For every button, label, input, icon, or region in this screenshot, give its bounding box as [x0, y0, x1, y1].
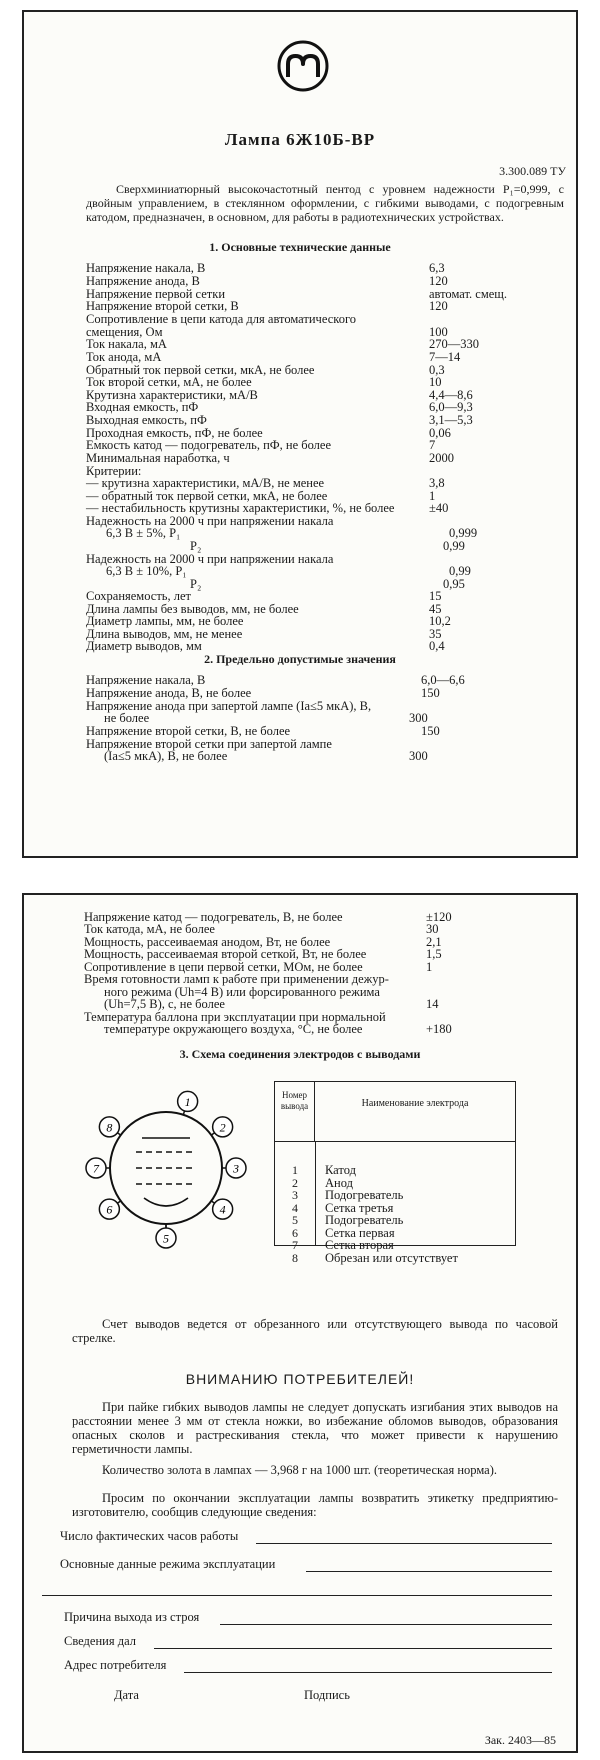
electrode-name: Подогреватель: [325, 1188, 404, 1202]
pin-label: 8: [106, 1120, 113, 1135]
spec-label: не более: [104, 711, 150, 725]
pin-label: 6: [106, 1202, 113, 1217]
field-by-line[interactable]: [154, 1648, 552, 1649]
spec-value: 30: [426, 922, 439, 936]
spec-label: Входная емкость, пФ: [86, 400, 199, 414]
spec-label: Мощность, рассеиваемая анодом, Вт, не более: [84, 935, 331, 949]
spec-value: 10: [429, 375, 442, 389]
field-hours-label: Число фактических часов работы: [60, 1529, 239, 1543]
pin-label: 3: [233, 1161, 239, 1176]
signature-label: Подпись: [304, 1688, 350, 1702]
pin-number: 4: [292, 1200, 298, 1215]
spec-value: 2,1: [426, 935, 442, 949]
spec-row: [106, 565, 566, 578]
section-3-heading: 3. Схема соединения электродов с выводами: [179, 1047, 421, 1061]
spec-value: 0,06: [429, 426, 451, 440]
spec-value: автомат. смещ.: [429, 287, 508, 301]
field-mode-line[interactable]: [306, 1571, 552, 1572]
pin-number: 3: [292, 1188, 298, 1202]
section-2-heading: 2. Предельно допустимые значения: [204, 652, 396, 666]
spec-value: 120: [429, 274, 448, 288]
spec-row: [106, 527, 566, 540]
spec-label: ного режима (Uh=4 В) или форсированного режима: [104, 985, 380, 999]
spec-value: 270—330: [429, 337, 479, 351]
field-by-label: Сведения дал: [64, 1634, 136, 1648]
electrode-name: Сетка вторая: [325, 1238, 394, 1252]
datasheet-page-1: [22, 10, 578, 858]
spec-label: Надежность на 2000 ч при напряжении накала: [86, 514, 334, 528]
pin-label: 7: [93, 1161, 99, 1176]
pin-number: 6: [292, 1225, 298, 1240]
spec-value: 3,8: [429, 476, 445, 490]
spec-value: 6,3: [429, 261, 445, 275]
spec-value: 100: [429, 325, 448, 339]
spec-value: 120: [429, 299, 448, 313]
spec-value: 150: [421, 686, 440, 700]
spec-value: 35: [429, 627, 442, 641]
spec-label: Сопротивление в цепи первой сетки, МОм, не более: [84, 960, 363, 974]
spec-label: Критерии:: [86, 464, 142, 478]
spec-label: Выходная емкость, пФ: [86, 413, 207, 427]
col-pin-number: Номер вывода: [275, 1082, 315, 1142]
spec-row: [104, 750, 566, 763]
electrode-name: Подогреватель: [325, 1213, 404, 1227]
field-mode-label: Основные данные режима эксплуатации: [60, 1557, 276, 1571]
section-1-heading: 1. Основные технические данные: [209, 240, 391, 254]
spec-label: (Ia≤5 мкА), В, не более: [104, 749, 228, 763]
spec-value: 0,99: [449, 564, 471, 578]
spec-label: Сопротивление в цепи катода для автоматического: [86, 312, 357, 326]
electrode-name: Обрезан или отсутствует: [325, 1250, 458, 1265]
spec-label: Сохраняемость, лет: [86, 589, 191, 603]
spec-value: 0,3: [429, 363, 445, 377]
col-electrode-name: Наименование электрода: [315, 1082, 515, 1142]
spec-label: — крутизна характеристики, мА/В, не менее: [86, 476, 325, 490]
spec-label: Диаметр выводов, мм: [86, 639, 202, 653]
spec-label: P₂: [190, 539, 202, 553]
spec-label: Диаметр лампы, мм, не более: [86, 614, 244, 628]
pin-count-note: Счет выводов ведется от обрезанного или отсутствующего вывода по часовой стрелке.: [72, 1317, 558, 1345]
spec-value: 300: [409, 711, 428, 725]
manufacturer-logo: [277, 40, 329, 92]
spec-label: Напряжение второй сетки, В: [86, 299, 239, 313]
spec-value: 6,0—6,6: [421, 673, 465, 687]
spec-value: 0,99: [443, 539, 465, 553]
spec-label: Напряжение накала, В: [86, 261, 206, 275]
spec-label: Длина выводов, мм, не менее: [86, 627, 243, 641]
spec-label: Ток анода, мА: [86, 350, 162, 364]
spec-value: 10,2: [429, 614, 451, 628]
spec-label: Напряжение катод — подогреватель, В, не более: [84, 910, 343, 924]
field-mode-line-2[interactable]: [42, 1595, 552, 1596]
pin-label: 1: [184, 1094, 191, 1109]
electrode-name: Сетка первая: [325, 1225, 395, 1240]
spec-label: Проходная емкость, пФ, не более: [86, 426, 263, 440]
spec-label: Ток накала, мА: [86, 337, 167, 351]
gold-content-note: Количество золота в лампах — 3,968 г на 1000 шт. (теоретическая норма).: [102, 1463, 498, 1477]
warning-title: ВНИМАНИЮ ПОТРЕБИТЕЛЕЙ!: [185, 1371, 415, 1387]
spec-value: 1: [429, 489, 436, 503]
spec-label: P₂: [190, 577, 202, 591]
return-request: Просим по окончании эксплуатации лампы возвратить этикетку предприятию-изготовителю, сообщив следующие сведения:: [72, 1491, 558, 1519]
spec-value: 6,0—9,3: [429, 400, 473, 414]
spec-label: Крутизна характеристики, мА/В: [86, 388, 258, 402]
electrode-name: Сетка третья: [325, 1200, 394, 1215]
pin-number: 7: [292, 1238, 298, 1252]
pin-label: 2: [219, 1120, 226, 1135]
spec-label: Емкость катод — подогреватель, пФ, не более: [86, 438, 332, 452]
spec-value: ±120: [426, 910, 452, 924]
spec-label: Напряжение анода при запертой лампе (Ia≤5 мкА), В,: [86, 699, 372, 713]
spec-label: Ток второй сетки, мА, не более: [86, 375, 252, 389]
pin-number: 5: [292, 1213, 298, 1227]
spec-value: 15: [429, 589, 442, 603]
spec-label: (Uh=7,5 В), с, не более: [104, 997, 225, 1011]
field-hours-line[interactable]: [256, 1543, 552, 1544]
pin-label: 5: [163, 1231, 169, 1246]
spec-value: 7—14: [429, 350, 461, 364]
spec-label: Надежность на 2000 ч при напряжении накала: [86, 552, 334, 566]
spec-label: Длина лампы без выводов, мм, не более: [86, 602, 299, 616]
spec-value: 4,4—8,6: [429, 388, 473, 402]
field-reason-label: Причина выхода из строя: [64, 1610, 200, 1624]
spec-value: 1,5: [426, 947, 442, 961]
spec-label: Мощность, рассеиваемая второй сеткой, Вт, не более: [84, 947, 367, 961]
spec-label: Ток катода, мА, не более: [84, 922, 215, 936]
spec-label: Напряжение первой сетки: [86, 287, 226, 301]
spec-value: 0,95: [443, 577, 465, 591]
spec-label: Напряжение анода, В: [86, 274, 200, 288]
electrode-name: Катод: [325, 1163, 356, 1177]
pin-assignment-table: [274, 1081, 516, 1265]
spec-label: Напряжение второй сетки, В, не более: [86, 724, 291, 738]
field-address-label: Адрес потребителя: [64, 1658, 167, 1672]
document-title: Лампа 6Ж10Б-ВР: [224, 130, 376, 149]
spec-label: 6,3 В ± 10%, P₁: [106, 564, 187, 578]
pin-number: 1: [292, 1163, 298, 1177]
spec-value: 7: [429, 438, 436, 452]
field-reason-line[interactable]: [220, 1624, 552, 1625]
spec-label: — нестабильность крутизны характеристики, %, не более: [86, 501, 395, 515]
spec-value: 150: [421, 724, 440, 738]
spec-label: температуре окружающего воздуха, °С, не более: [104, 1022, 363, 1036]
intro-paragraph: Сверхминиатюрный высокочастотный пентод с уровнем надежности P₁=0,999, с двойным управлением, в стеклянном оформлении, с гибкими выводами, с подогревным катодом, предназначен, в основном, для работы в радиотехнических устройствах.: [86, 182, 564, 224]
spec-value: 1: [426, 960, 433, 974]
tech-spec-number: 3.300.089 ТУ: [499, 164, 566, 178]
spec-row: [86, 452, 566, 465]
spec-value: 2000: [429, 451, 454, 465]
warning-text: При пайке гибких выводов лампы не следует допускать изгибания этих выводов на расстоянии менее 3 мм от стекла ножки, во избежание обломов выводов, образования опасных сколов и растрескивания стекла, что может привести к нарушению герметичности лампы.: [72, 1400, 558, 1456]
spec-label: Время готовности ламп к работе при применении дежур-: [84, 972, 389, 986]
spec-label: Напряжение второй сетки при запертой лампе: [86, 737, 332, 751]
spec-value: 0,4: [429, 639, 445, 653]
spec-row: [104, 1023, 566, 1036]
pin-label: 4: [219, 1202, 226, 1217]
spec-value: 300: [409, 749, 428, 763]
spec-value: 45: [429, 602, 442, 616]
spec-label: — обратный ток первой сетки, мкА, не более: [86, 489, 328, 503]
spec-label: смещения, Ом: [86, 325, 163, 339]
spec-value: 0,999: [449, 526, 478, 540]
field-address-line[interactable]: [184, 1672, 552, 1673]
datasheet-page-2: [22, 893, 578, 1753]
spec-label: 6,3 В ± 5%, P₁: [106, 526, 181, 540]
pin-diagram: [76, 1080, 256, 1255]
spec-value: 3,1—5,3: [429, 413, 473, 427]
spec-label: Минимальная наработка, ч: [86, 451, 230, 465]
spec-label: Напряжение накала, В: [86, 673, 206, 687]
spec-label: Напряжение анода, В, не более: [86, 686, 252, 700]
spec-value: ±40: [429, 501, 449, 515]
electrode-name: Анод: [325, 1175, 353, 1190]
spec-value: +180: [426, 1022, 452, 1036]
pin-number: 2: [292, 1175, 298, 1190]
spec-label: Температура баллона при эксплуатации при нормальной: [84, 1010, 386, 1024]
spec-label: Обратный ток первой сетки, мкА, не более: [86, 363, 315, 377]
date-label: Дата: [114, 1688, 139, 1702]
spec-value: 14: [426, 997, 439, 1011]
order-number: Зак. 2403—85: [484, 1733, 556, 1747]
pin-number: 8: [292, 1250, 298, 1265]
